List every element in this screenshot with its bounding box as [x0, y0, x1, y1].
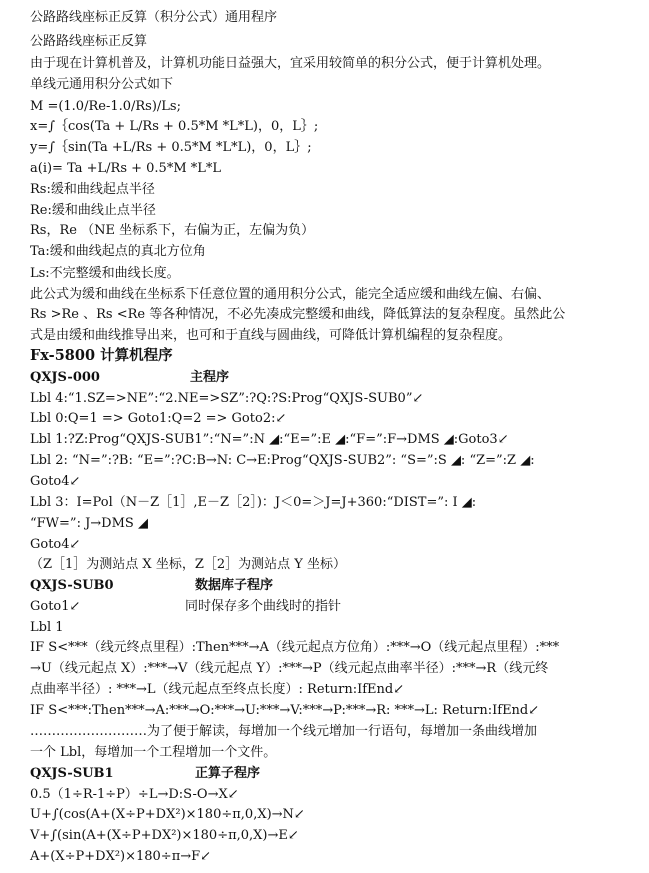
code-line: Lbl 1	[30, 620, 64, 635]
definition-rs: Rs:缓和曲线起点半径	[30, 182, 155, 197]
calculator-heading: Fx-5800 计算机程序	[30, 347, 173, 364]
main-program-label: 主程序	[190, 370, 230, 385]
definition-ta: Ta:缓和曲线起点的真北方位角	[30, 244, 206, 259]
definition-ls: Ls:不完整缓和曲线长度。	[30, 266, 180, 281]
code-line: Lbl 4:“1.SZ=>NE”:“2.NE=>SZ”:?Q:?S:Prog“QXJS-SUB0”↙	[30, 391, 424, 406]
formula-x: x=∫｛cos(Ta + L/Rs + 0.5*M *L*L)，0，L｝;	[30, 119, 319, 134]
paragraph-line: Rs >Re 、Rs <Re 等各种情况，不必先凑成完整缓和曲线，降低算法的复杂程度。虽然此公	[30, 307, 566, 322]
code-line: Lbl 1:?Z:Prog“QXJS-SUB1”:“N=”:N ◢:“E=”:E ◢:“F=”:F→DMS ◢:Goto3↙	[30, 432, 509, 447]
main-program-name: QXJS-000	[30, 370, 100, 385]
code-line: A+(X÷P+DX²)×180÷π→F↙	[30, 849, 212, 864]
sub0-program-label: 数据库子程序	[195, 578, 274, 593]
code-line: Lbl 0:Q=1 => Goto1:Q=2 => Goto2:↙	[30, 411, 287, 426]
intro-paragraph: 由于现在计算机普及，计算机功能日益强大，宜采用较简单的积分公式，便于计算机处理。	[30, 56, 551, 71]
pointer-note: 同时保存多个曲线时的指针	[185, 599, 342, 614]
code-line: Goto4↙	[30, 537, 81, 552]
doc-subtitle: 公路路线座标正反算	[30, 34, 148, 49]
formula-y: y=∫｛sin(Ta +L/Rs + 0.5*M *L*L)，0，L｝;	[30, 140, 312, 155]
code-line: “FW=”: J→DMS ◢	[30, 516, 148, 531]
paragraph-line: 式是由缓和曲线推导出来，也可和于直线与圆曲线，可降低计算机编程的复杂程度。	[30, 328, 512, 343]
code-line: →U（线元起点 X）:***→V（线元起点 Y）:***→P（线元起点曲率半径）:***→R（线元终	[30, 661, 549, 676]
definition-re: Re:缓和曲线止点半径	[30, 203, 156, 218]
code-line: Goto1↙	[30, 599, 81, 614]
sub0-program-name: QXJS-SUB0	[30, 578, 114, 593]
note-line: ………………………为了便于解读，每增加一个线元增加一行语句，每增加一条曲线增加	[30, 724, 538, 739]
paragraph-line: 此公式为缓和曲线在坐标系下任意位置的通用积分公式，能完全适应缓和曲线左偏、右偏、	[30, 287, 551, 302]
sub1-program-name: QXJS-SUB1	[30, 766, 114, 781]
formula-heading: 单线元通用积分公式如下	[30, 77, 174, 92]
code-line: Lbl 2: “N=”:?B: “E=”:?C:B→N: C→E:Prog“QXJS-SUB2”: “S=”:S ◢: “Z=”:Z ◢:	[30, 453, 535, 468]
formula-a: a(i)= Ta +L/Rs + 0.5*M *L*L	[30, 161, 222, 176]
note-line: 一个 Lbl，每增加一个工程增加一个文件。	[30, 745, 277, 760]
sub1-program-label: 正算子程序	[195, 766, 261, 781]
code-line: 0.5（1÷R-1÷P）÷L→D:S-O→X↙	[30, 787, 239, 802]
definition-sign: Rs，Re （NE 坐标系下，右偏为正，左偏为负）	[30, 223, 315, 238]
code-line: 点曲率半径）: ***→L（线元起点至终点长度）: Return:IfEnd↙	[30, 682, 405, 697]
code-line: IF S<***（线元终点里程）:Then***→A（线元起点方位角）:***→O（线元起点里程）:***	[30, 640, 560, 655]
code-line: U+∫(cos(A+(X÷P+DX²)×180÷π,0,X)→N↙	[30, 807, 305, 822]
note-line: （Z［1］为测站点 X 坐标，Z［2］为测站点 Y 坐标）	[30, 557, 346, 572]
code-line: Goto4↙	[30, 474, 81, 489]
code-line: IF S<***:Then***→A:***→O:***→U:***→V:***→P:***→R: ***→L: Return:IfEnd↙	[30, 703, 540, 718]
code-line: V+∫(sin(A+(X÷P+DX²)×180÷π,0,X)→E↙	[30, 828, 299, 843]
doc-title: 公路路线座标正反算（积分公式）通用程序	[30, 10, 278, 25]
code-line: Lbl 3：I=Pol（N－Z［1］,E－Z［2］)：J＜0=＞J=J+360:“DIST=”: I ◢:	[30, 495, 477, 510]
formula-m: M =(1.0/Re-1.0/Rs)/Ls;	[30, 99, 181, 114]
